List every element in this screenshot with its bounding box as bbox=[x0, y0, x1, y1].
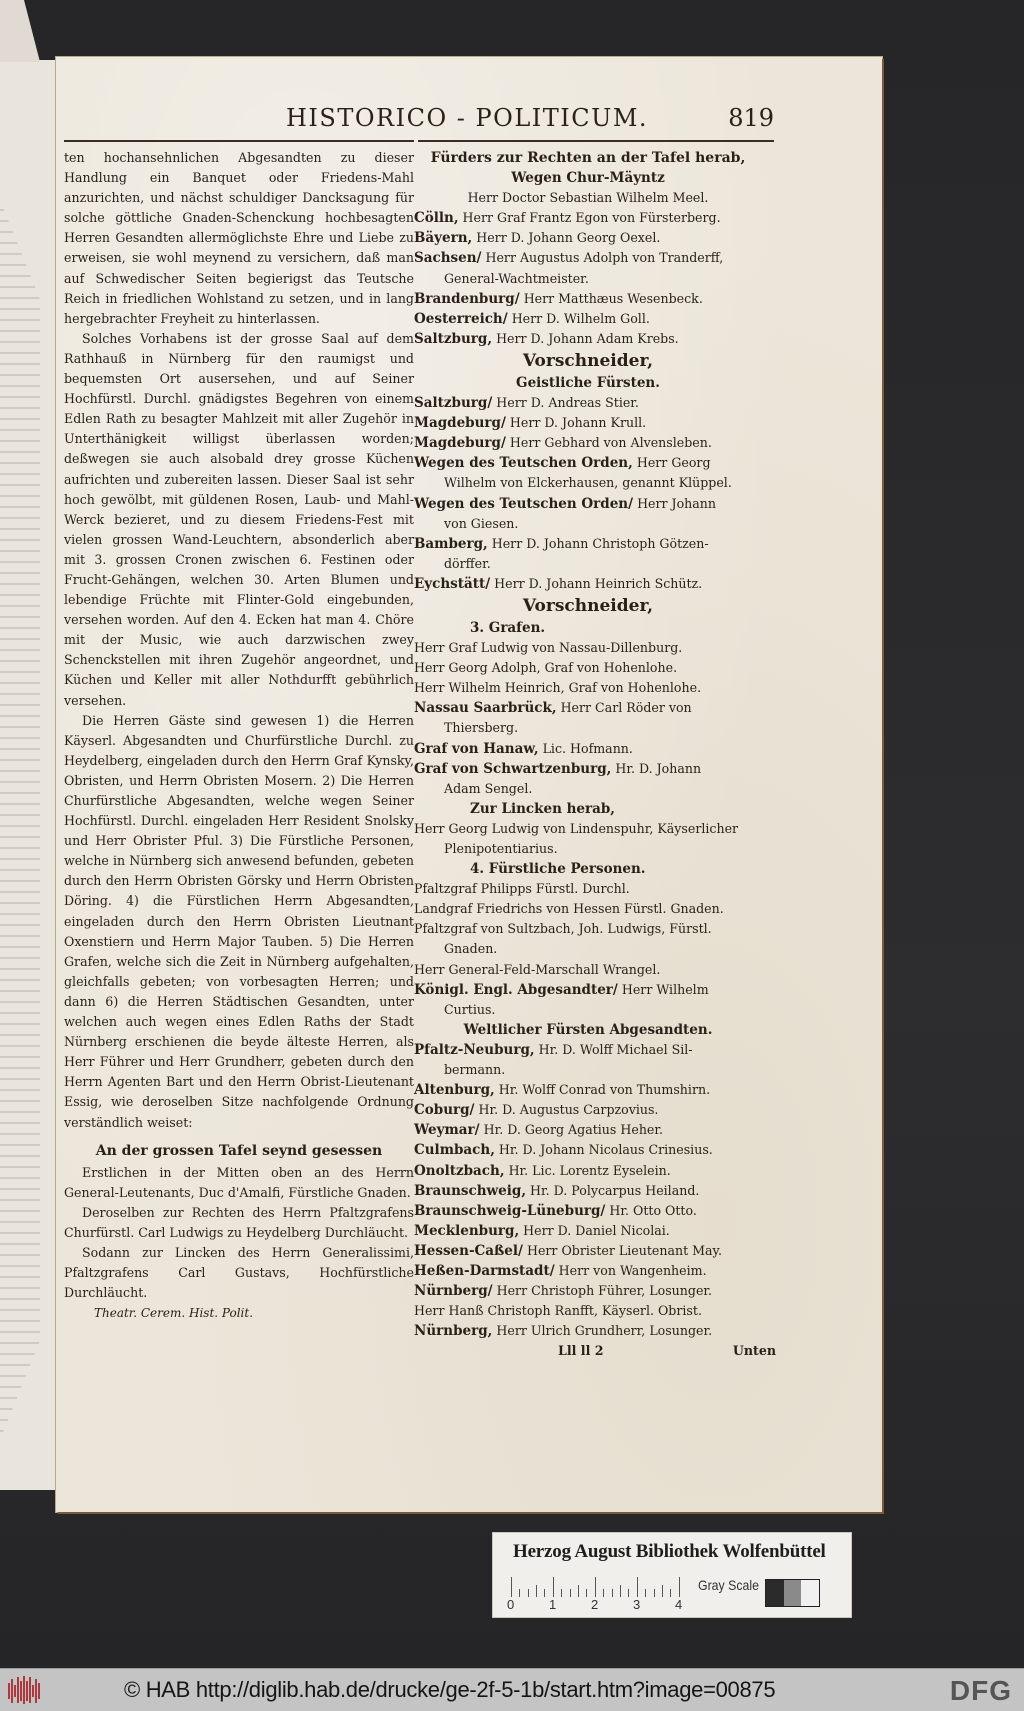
list-item: Mecklenburg, Herr D. Daniel Nicolai. bbox=[414, 1222, 670, 1239]
list-item: Brandenburg/ Herr Matthæus Wesenbeck. bbox=[414, 290, 703, 307]
list-item: Culmbach, Hr. D. Johann Nicolaus Crinesius. bbox=[414, 1142, 713, 1159]
paragraph: Die Herren Gäste sind gewesen 1) die Herren Käyserl. Abgesandten und Churfürstliche Durchl. zu Heydelberg, eingeladen durch den Herrn Graf Kynsky, Obristen, und Herrn Obristen Mosern. 2) Die Herren Churfürstliche Abgesandten, welche wegen Seiner Hochfürstl. Durchl. eingeladen Herr Resident Snolsky und Herr Obrister Pful. 3) Die Fürstliche Personen, welche in Nürnberg sich anwesend befunden, gebeten durch den Herrn Obristen Görsky und Herrn Obristen Döring. 4) die Fürstlichen Herrn Abgesandten, eingeladen durch den Herrn Obristen Lieutnant Oxenstiern und Herrn Major Tauben. 5) Die Herren Grafen, welche sich die Zeit in Nürnberg aufgehalten, gleichfalls gebeten; von vorbesagten Herren; und dann 6) die Herren Städtischen Gesandten, unter welchen auch wegen eines Edlen Raths der Stadt Nürnberg erschienen die beyde älteste Herren, als Herr Führer und Herr Grundherr, gebeten durch den Herrn Agenten Bart und den Herrn Obrist-Lieutenant Essig, wie deroselben Sitze nachfolgende Ordnung verständlich weiset: bbox=[64, 712, 414, 1130]
library-name: Herzog August Bibliothek Wolfenbüttel bbox=[513, 1541, 826, 1562]
paragraph: Sodann zur Lincken des Herrn Generalissimi, Pfaltzgrafens Carl Gustavs, Hochfürstliche Durchläucht. bbox=[64, 1245, 414, 1301]
adjacent-page-edge bbox=[0, 60, 57, 1490]
catchword: Unten bbox=[732, 1343, 776, 1359]
paragraph: Solches Vorhabens ist der grosse Saal auf dem Rathhauß in Nürnberg für den raumigst und bequemsten Ort ausersehen, und auf Seiner Hochfürstl. Durchl. gnädigstes Begehren von einem Edlen Rath zu besagter Mahlzeit mit aller Zugehör in Unterthänigkeit willigst überlassen worden; deßwegen sie auch alsobald drey grosse Küchen aufrichten und zubereiten lassen. Dieser Saal ist sehr hoch gewölbt, mit güldenen Rosen, Laub- und Mahl-Werck bezieret, und zu diesem Friedens-Fest mit vielen grossen Wand-Leuchtern, absonderlich aber mit 3. grossen Cronen zwischen 6. Festinen oder Frucht-Gehängen, welchen 30. Arten Blumen und lebendige Früchte mit Flinter-Gold eingebunden, versehen worden. Auf den 4. Ecken hat man 4. Chöre mit der Music, wie auch darzwischen zwey Schenckstellen mit ihren Zugehör angeordnet, und Küchen und Keller mit aller Nothdurfft gebührlich versehen. bbox=[64, 330, 414, 708]
list-item: Nürnberg/ Herr Christoph Führer, Losunger. bbox=[414, 1283, 713, 1300]
list-item: Herr Wilhelm Heinrich, Graf von Hohenlohe. bbox=[414, 680, 702, 696]
list-item: Onoltzbach, Hr. Lic. Lorentz Eyselein. bbox=[414, 1162, 671, 1179]
adjacent-page-text bbox=[0, 200, 40, 1440]
source-signature: Theatr. Cerem. Hist. Polit. bbox=[94, 1306, 254, 1321]
page-header bbox=[64, 104, 774, 134]
list-item: Braunschweig, Hr. D. Polycarpus Heiland. bbox=[414, 1182, 700, 1199]
list-item: Wegen des Teutschen Orden, Herr Georg Wilhelm von Elckerhausen, genannt Klüppel. bbox=[414, 455, 732, 491]
hab-logo-icon bbox=[5, 1675, 45, 1705]
running-title: HISTORICO - POLITICUM. bbox=[286, 104, 649, 132]
page-footer-line bbox=[400, 1341, 776, 1363]
list-item: Nassau Saarbrück, Herr Carl Röder von Thiersberg. bbox=[414, 700, 692, 736]
left-column bbox=[64, 148, 414, 1323]
list-item: Herr Georg Ludwig von Lindenspuhr, Käyserlicher Plenipotentiarius. bbox=[414, 820, 739, 856]
dfg-logo: DFG bbox=[949, 1675, 1012, 1706]
list-item: Pfaltz-Neuburg, Hr. D. Wolff Michael Sil- bermann. bbox=[414, 1041, 693, 1078]
paragraph: ten hochansehnlichen Abgesandten zu dieser Handlung ein Banquet oder Friedens-Mahl anzurichten, und nächst schuldiger Dancksagung für solche göttliche Gnaden-Schenckung hochbesagten Herren Gesandten allermöglichste Ehre und Liebe zu erweisen, sie wohl meynend zu versichern, daß man auf Schwedischer Seiten begierigst das Teutsche Reich in friedlichen Wohlstand zu setzen, und in lang hergebrachter Freyheit zu hinterlassen. bbox=[64, 150, 414, 326]
list-item: Saltzburg, Herr D. Johann Adam Krebs. bbox=[414, 330, 679, 347]
list-item: Nürnberg, Herr Ulrich Grundherr, Losunger. bbox=[414, 1323, 713, 1340]
subsection-heading: Zur Lincken herab, bbox=[470, 800, 615, 817]
list-item: Weymar/ Hr. D. Georg Agatius Heher. bbox=[414, 1122, 664, 1139]
section-heading: Vorschneider, bbox=[522, 350, 654, 371]
list-item: Pfaltzgraf Philipps Fürstl. Durchl. bbox=[414, 881, 630, 897]
gray-swatch-mid bbox=[784, 1580, 802, 1606]
library-scale-label bbox=[492, 1532, 852, 1618]
paragraph: Deroselben zur Rechten des Herrn Pfaltzgrafens Churfürstl. Carl Ludwigs zu Heydelberg Durchläucht. bbox=[64, 1204, 414, 1240]
list-item: Altenburg, Hr. Wolff Conrad von Thumshirn. bbox=[414, 1082, 711, 1099]
list-item: Herr Hanß Christoph Ranfft, Käyserl. Obrist. bbox=[414, 1303, 702, 1319]
section-heading: An der grossen Tafel seynd gesessen bbox=[95, 1142, 383, 1159]
copyright-url: © HAB http://diglib.hab.de/drucke/ge-2f-5-1b/start.htm?image=00875 bbox=[124, 1677, 776, 1702]
list-item: Bäyern, Herr D. Johann Georg Oexel. bbox=[414, 230, 661, 247]
list-item: Magdeburg/ Herr Gebhard von Alvensleben. bbox=[414, 435, 712, 452]
header-rule-left bbox=[64, 140, 414, 142]
signature-mark: Lll ll 2 bbox=[558, 1343, 604, 1359]
list-item: Magdeburg/ Herr D. Johann Krull. bbox=[414, 415, 647, 432]
list-item: Heßen-Darmstadt/ Herr von Wangenheim. bbox=[414, 1262, 707, 1279]
right-column bbox=[400, 148, 776, 1363]
ruler-scale bbox=[511, 1577, 683, 1597]
list-item: Graf von Hanaw, Lic. Hofmann. bbox=[414, 740, 633, 757]
list-item: Pfaltzgraf von Sultzbach, Joh. Ludwigs, Fürstl. Gnaden. bbox=[414, 921, 712, 957]
section-heading: Vorschneider, bbox=[522, 595, 654, 616]
list-item: Saltzburg/ Herr D. Andreas Stier. bbox=[414, 395, 639, 412]
list-item: Landgraf Friedrichs von Hessen Fürstl. Gnaden. bbox=[414, 901, 724, 917]
gray-swatch-light bbox=[801, 1580, 819, 1606]
paragraph: Erstlichen in der Mitten oben an des Herrn General-Leutenants, Duc d'Amalfi, Fürstliche Gnaden. bbox=[64, 1164, 414, 1200]
gray-scale-swatch bbox=[765, 1579, 820, 1607]
page-number: 819 bbox=[728, 104, 774, 132]
list-item: Königl. Engl. Abgesandter/ Herr Wilhelm Curtius. bbox=[414, 981, 709, 1017]
list-item: Coburg/ Hr. D. Augustus Carpzovius. bbox=[414, 1102, 659, 1119]
list-item: Hessen-Caßel/ Herr Obrister Lieutenant May. bbox=[414, 1242, 722, 1259]
footer-bar bbox=[0, 1668, 1024, 1711]
list-item: Herr Doctor Sebastian Wilhelm Meel. bbox=[467, 190, 709, 206]
subsection-heading: 3. Grafen. bbox=[470, 619, 546, 636]
subsection-heading: Geistliche Fürsten. bbox=[516, 374, 660, 391]
list-item: Graf von Schwartzenburg, Hr. D. Johann Adam Sengel. bbox=[414, 760, 702, 796]
gray-scale-label: Gray Scale bbox=[698, 1577, 759, 1593]
list-item: Sachsen/ Herr Augustus Adolph von Tranderff, General-Wachtmeister. bbox=[414, 250, 724, 286]
list-item: Herr Georg Adolph, Graf von Hohenlohe. bbox=[414, 660, 678, 676]
seating-heading: Fürders zur Rechten an der Tafel herab, bbox=[430, 150, 746, 166]
list-item: Herr General-Feld-Marschall Wrangel. bbox=[414, 961, 661, 977]
list-item: Wegen des Teutschen Orden/ Herr Johann von Giesen. bbox=[414, 495, 717, 531]
list-item: Cölln, Herr Graf Frantz Egon von Fürsterberg. bbox=[414, 210, 721, 227]
list-item: Eychstätt/ Herr D. Johann Heinrich Schütz. bbox=[414, 575, 703, 592]
gray-swatch-dark bbox=[766, 1580, 784, 1606]
list-item: Oesterreich/ Herr D. Wilhelm Goll. bbox=[414, 310, 650, 327]
subsection-heading: 4. Fürstliche Personen. bbox=[470, 861, 646, 878]
seating-subheading: Wegen Chur-Mäyntz bbox=[511, 170, 665, 187]
list-item: Herr Graf Ludwig von Nassau-Dillenburg. bbox=[414, 640, 683, 656]
list-item: Bamberg, Herr D. Johann Christoph Götzen- dörffer. bbox=[414, 535, 709, 571]
subsection-heading: Weltlicher Fürsten Abgesandten. bbox=[463, 1021, 713, 1038]
ruler-labels: 0 1 2 3 4 bbox=[507, 1597, 683, 1612]
header-rule-right bbox=[418, 140, 774, 142]
list-item: Braunschweig-Lüneburg/ Hr. Otto Otto. bbox=[414, 1202, 697, 1219]
